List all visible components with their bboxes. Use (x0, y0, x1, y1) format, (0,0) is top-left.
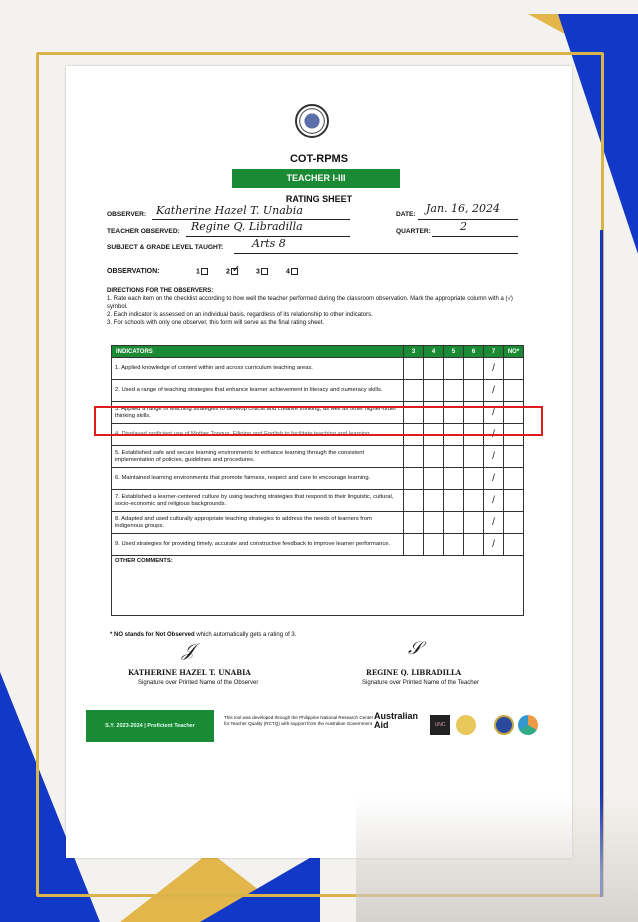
quarter-value: 2 (460, 220, 467, 233)
rating-cell-checked[interactable] (484, 468, 504, 490)
indicator-text: 5. Established safe and secure learning environments to enhance learning through the consistent implementation of policies, guidelines and procedures. (112, 446, 404, 468)
header-7: 7 (484, 346, 504, 358)
subject-value: Arts 8 (252, 237, 286, 250)
indicator-text: 4. Displayed proficient use of Mother Tongue, Filipino and English to facilitate teaching and learning. (112, 424, 404, 446)
rating-cell[interactable] (444, 512, 464, 534)
background-building-image (356, 796, 638, 922)
table-header-row (112, 346, 524, 358)
indicator-text: 3. Applied a range of teaching strategies to develop critical and creative thinking, as well as other higher-order thinking skills. (112, 402, 404, 424)
rating-cell[interactable] (424, 512, 444, 534)
rating-cell[interactable] (444, 534, 464, 556)
table-row (112, 534, 524, 556)
table-row (112, 380, 524, 402)
observation-option-3[interactable]: 3 (256, 268, 268, 275)
rating-cell[interactable] (464, 468, 484, 490)
indicators-table (111, 345, 524, 616)
teacher-label: TEACHER OBSERVED: (107, 228, 180, 235)
comments-row (112, 556, 524, 616)
check-mark-icon: / (492, 363, 495, 374)
rating-cell[interactable] (404, 358, 424, 380)
subject-label: SUBJECT & GRADE LEVEL TAUGHT: (107, 244, 224, 251)
header-3: 3 (404, 346, 424, 358)
rating-cell[interactable] (404, 446, 424, 468)
sheet-title: RATING SHEET (285, 194, 353, 204)
rating-cell[interactable] (504, 468, 524, 490)
rating-cell[interactable] (444, 380, 464, 402)
observation-label: OBSERVATION: (107, 268, 160, 275)
date-line (418, 219, 518, 220)
observer-printed-name: KATHERINE HAZEL T. UNABIA (128, 668, 251, 677)
observation-option-1[interactable]: 1 (196, 268, 208, 275)
rating-cell[interactable] (464, 512, 484, 534)
partner-logo-icon (518, 715, 538, 735)
school-year-banner: S.Y. 2023-2024 | Proficient Teacher (86, 710, 214, 742)
teacher-level-banner: TEACHER I-III (232, 169, 400, 188)
check-mark-icon: / (492, 539, 495, 550)
header-no: NO* (504, 346, 524, 358)
observation-option-2[interactable]: 2 ✓ (226, 264, 241, 276)
header-4: 4 (424, 346, 444, 358)
doc-title: COT-RPMS (289, 153, 349, 165)
rating-cell-checked[interactable] (484, 490, 504, 512)
observer-label: OBSERVER: (107, 211, 147, 218)
rctq-credit-text: This tool was developed through the Philippine National Research Center for Teacher Quality (RCTQ) with support from the Australian Government (224, 715, 374, 726)
date-value: Jan. 16, 2024 (426, 202, 501, 215)
rating-cell-checked[interactable] (484, 446, 504, 468)
rating-cell[interactable] (404, 512, 424, 534)
teacher-signature-scribble: 𝒮 (408, 638, 422, 659)
indicator-text: 7. Established a learner-centered culture by using teaching strategies that respond to their linguistic, cultural, socio-economic and religious backgrounds. (112, 490, 404, 512)
direction-item: 1. Rate each item on the checklist according to how well the teacher performed during the classroom observation. Mark the appropriate column with a (√) symbol. (107, 296, 513, 310)
rating-cell[interactable] (504, 490, 524, 512)
indicator-text: 1. Applied knowledge of content within and across curriculum teaching areas. (112, 358, 404, 380)
rating-cell-checked[interactable] (484, 380, 504, 402)
rating-cell[interactable] (444, 446, 464, 468)
rating-cell[interactable] (504, 512, 524, 534)
rating-cell[interactable] (404, 490, 424, 512)
check-mark-icon: / (492, 517, 495, 528)
rating-cell[interactable] (404, 534, 424, 556)
check-mark-icon: / (492, 451, 495, 462)
observation-option-4[interactable]: 4 (286, 268, 298, 275)
seal-logo-icon (456, 715, 476, 735)
header-5: 5 (444, 346, 464, 358)
rating-cell-checked[interactable] (484, 512, 504, 534)
table-row (112, 468, 524, 490)
teacher-signature-label: Signature over Printed Name of the Teacher (362, 680, 479, 686)
rating-cell[interactable] (504, 380, 524, 402)
rctq-logo-icon (494, 715, 514, 735)
rating-cell[interactable] (404, 380, 424, 402)
check-mark-icon: / (492, 385, 495, 396)
header-indicators: INDICATORS (112, 346, 404, 358)
rating-cell[interactable] (504, 534, 524, 556)
indicator-text: 8. Adapted and used culturally appropriate teaching strategies to address the needs of learners from indigenous groups. (112, 512, 404, 534)
check-mark-icon: / (492, 429, 495, 440)
rating-cell[interactable] (464, 358, 484, 380)
rating-sheet-paper (66, 66, 572, 858)
observer-signature-label: Signature over Printed Name of the Observer (138, 680, 259, 686)
rating-cell[interactable] (464, 534, 484, 556)
rating-cell[interactable] (424, 534, 444, 556)
rating-cell[interactable] (424, 358, 444, 380)
rating-cell[interactable] (444, 468, 464, 490)
rating-cell[interactable] (424, 446, 444, 468)
table-row (112, 490, 524, 512)
indicator-text: 6. Maintained learning environments that promote fairness, respect and care to encourage learning. (112, 468, 404, 490)
quarter-label: QUARTER: (396, 228, 431, 235)
directions-heading: DIRECTIONS FOR THE OBSERVERS: (107, 288, 214, 294)
observer-signature-scribble: 𝒥 (182, 640, 195, 661)
date-label: DATE: (396, 211, 416, 218)
check-mark-icon: / (492, 495, 495, 506)
table-row (112, 358, 524, 380)
direction-item: 3. For schools with only one observer, this form will serve as the final rating sheet. (107, 320, 325, 326)
directions-section (107, 287, 517, 327)
unc-logo-icon: UNC (430, 715, 450, 735)
rating-cell[interactable] (424, 490, 444, 512)
deped-seal-icon (295, 104, 329, 138)
observer-value: Katherine Hazel T. Unabia (156, 204, 303, 217)
table-row (112, 512, 524, 534)
rating-cell-checked[interactable] (484, 534, 504, 556)
subject-line (234, 253, 518, 254)
rating-cell[interactable] (404, 468, 424, 490)
highlight-box (94, 406, 543, 436)
not-observed-note: * NO stands for Not Observed which automatically gets a rating of 3. (110, 632, 297, 638)
check-mark-icon: / (492, 407, 495, 418)
rating-cell[interactable] (424, 380, 444, 402)
rating-cell[interactable] (504, 358, 524, 380)
rating-cell-checked[interactable] (484, 358, 504, 380)
rating-cell[interactable] (424, 468, 444, 490)
other-comments-field[interactable]: OTHER COMMENTS: (112, 556, 524, 616)
australian-aid-logo: Australian Aid (374, 711, 419, 730)
table-row (112, 446, 524, 468)
indicator-text: 2. Used a range of teaching strategies that enhance learner achievement in literacy and numeracy skills. (112, 380, 404, 402)
direction-item: 2. Each indicator is assessed on an individual basis, regardless of its relationship to other indicators. (107, 312, 373, 318)
quarter-line (432, 236, 518, 237)
teacher-printed-name: REGINE Q. LIBRADILLA (366, 668, 462, 677)
rating-cell[interactable] (504, 446, 524, 468)
teacher-value: Regine Q. Libradilla (191, 220, 303, 233)
rating-cell[interactable] (464, 490, 484, 512)
rating-cell[interactable] (464, 380, 484, 402)
indicator-text: 9. Used strategies for providing timely, accurate and constructive feedback to improve learner performance. (112, 534, 404, 556)
check-mark-icon: / (492, 473, 495, 484)
rating-cell[interactable] (444, 490, 464, 512)
header-6: 6 (464, 346, 484, 358)
rating-cell[interactable] (444, 358, 464, 380)
rating-cell[interactable] (464, 446, 484, 468)
